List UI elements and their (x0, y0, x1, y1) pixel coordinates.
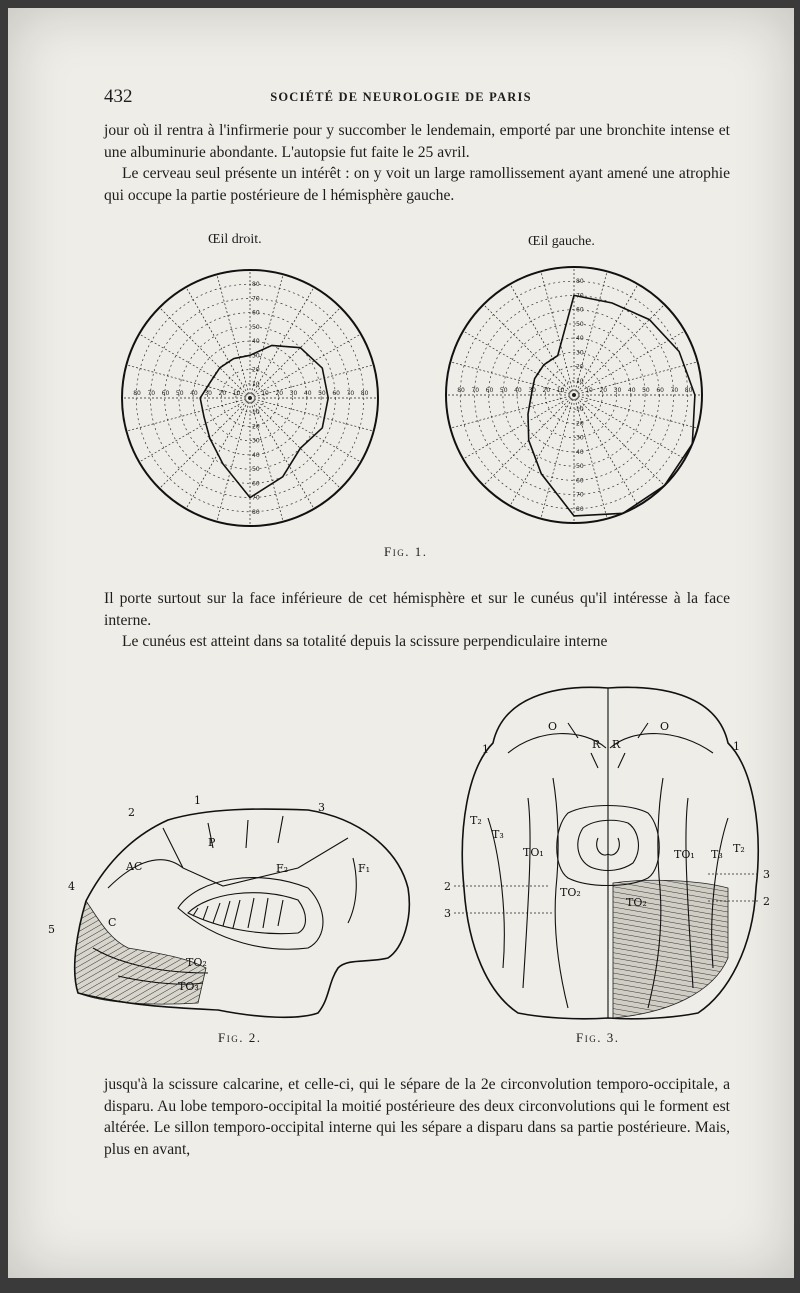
fig2-label-f2: F₂ (276, 862, 289, 875)
right-eye-tick: 20 (599, 387, 608, 394)
fig3-label-1-left: 1 (482, 743, 489, 756)
right-eye-tick: 40 (576, 448, 584, 456)
paragraph-3: jusqu'à la scissure calcarine, et celle-ci, qui le sépare de la 2e circonvolution temporo-occipitale, a disparu. Au lobe temporo-occipital la moitié postérieure des deux circonvolutions qui le forment est altérée. Le sillon temporo-occipital interne qui les sépare a disparu dans sa partie postérieure. Mais, plus en avant, (104, 1076, 730, 1158)
fig3-label-t3-right: T₃ (711, 848, 723, 861)
left-eye-tick: 80 (360, 390, 369, 397)
fig2-label-1: 1 (194, 794, 201, 807)
figure-3-caption: Fig. 3. (576, 1030, 620, 1045)
right-eye-tick: 70 (670, 387, 679, 394)
right-eye-tick: 30 (576, 349, 584, 357)
right-eye-tick: 10 (585, 387, 593, 394)
left-eye-tick: 50 (252, 323, 260, 331)
right-eye-tick: 10 (556, 387, 565, 394)
right-eye-tick: 80 (457, 387, 465, 394)
fig2-label-f1: F₁ (358, 862, 371, 875)
right-eye-tick: 80 (684, 387, 693, 394)
fig2-label-to3: TO₃ (178, 980, 199, 993)
fig3-label-2-left: 2 (444, 880, 451, 893)
paragraph-1a: jour où il rentra à l'infirmerie pour y succomber le lendemain, emporté par une bronchite intense et une albuminurie abondante. L'autopsie fut faite le 25 avril. (104, 122, 730, 161)
left-eye-tick: 40 (252, 338, 260, 346)
right-eye-tick: 40 (514, 387, 522, 394)
fig2-label-4: 4 (68, 880, 75, 893)
fig3-label-r-right: R (612, 738, 621, 751)
page-number: 432 (104, 86, 133, 107)
right-eye-tick: 10 (576, 377, 584, 385)
fig3-label-3-left: 3 (444, 907, 451, 920)
right-eye-tick: 60 (485, 387, 494, 394)
left-eye-tick: 10 (232, 390, 241, 397)
left-eye-tick: 80 (252, 508, 260, 516)
left-eye-tick: 40 (252, 451, 260, 459)
right-eye-tick: 70 (576, 491, 584, 499)
right-eye-tick: 10 (576, 406, 584, 414)
fig3-label-t2-left: T₂ (470, 814, 482, 827)
right-eye-tick: 70 (576, 292, 584, 300)
fig3-label-1-right: 1 (733, 740, 740, 753)
left-eye-tick: 60 (252, 309, 260, 317)
left-eye-tick: 60 (161, 390, 170, 397)
left-eye-tick: 80 (252, 281, 260, 289)
left-eye-tick: 10 (252, 380, 260, 388)
right-eye-tick: 60 (656, 387, 664, 394)
left-eye-tick: 80 (133, 390, 141, 397)
fig3-label-to1-right: TO₁ (674, 848, 695, 861)
paragraph-2b: Le cunéus est atteint dans sa totalité depuis la scissure perpendiculaire interne (122, 633, 608, 650)
left-eye-tick: 20 (218, 390, 227, 397)
right-eye-tick: 40 (627, 387, 636, 394)
left-eye-tick: 50 (252, 466, 260, 474)
fig2-label-ac: AC (126, 860, 143, 873)
fig3-label-to2-right: TO₂ (626, 896, 647, 909)
left-eye-tick: 70 (252, 494, 260, 502)
right-eye-tick: 70 (471, 387, 480, 394)
right-eye-tick: 60 (576, 306, 584, 314)
fig2-label-to2: TO₂ (186, 956, 207, 969)
left-eye-label: Œil droit. (208, 232, 262, 247)
fig3-label-to2-left: TO₂ (560, 886, 581, 899)
left-eye-tick: 20 (275, 390, 284, 397)
left-eye-tick: 30 (289, 390, 298, 397)
right-eye-tick: 50 (642, 387, 650, 394)
right-eye-tick: 30 (528, 387, 536, 394)
left-eye-tick: 30 (204, 390, 212, 397)
left-eye-tick: 50 (175, 390, 184, 397)
right-eye-tick: 80 (576, 278, 584, 286)
right-eye-tick: 50 (576, 463, 584, 471)
right-eye-label: Œil gauche. (528, 234, 595, 249)
left-eye-tick: 10 (252, 409, 260, 417)
fig3-label-o-left: O (548, 720, 558, 733)
paragraph-1b: Le cerveau seul présente un intérêt : on y voit un large ramollissement ayant amené une atrophie qui occupe la partie postérieure de l hémisphère gauche. (104, 165, 730, 204)
figure-2-drawing (48, 794, 409, 1017)
fig2-label-p: P (208, 836, 216, 849)
right-eye-tick: 80 (576, 505, 584, 513)
left-eye-tick: 70 (147, 390, 156, 397)
left-eye-tick: 50 (318, 390, 326, 397)
left-eye-tick: 60 (252, 480, 260, 488)
fig3-label-2-right: 2 (763, 895, 770, 908)
right-eye-tick: 20 (542, 387, 551, 394)
figure-3-drawing (444, 687, 770, 1018)
right-eye-tick: 40 (576, 335, 584, 343)
fig3-label-to1-left: TO₁ (523, 846, 544, 859)
left-eye-tick: 40 (303, 390, 312, 397)
fig2-label-c: C (108, 916, 117, 929)
right-eye-tick: 30 (576, 434, 584, 442)
fig3-label-r-left: R (592, 738, 601, 751)
fig3-label-o-right: O (660, 720, 670, 733)
right-eye-tick: 50 (576, 320, 584, 328)
left-eye-tick: 30 (252, 352, 260, 360)
left-eye-tick: 20 (252, 366, 260, 374)
left-eye-tick: 70 (346, 390, 355, 397)
left-eye-tick: 70 (252, 295, 260, 303)
book-page (8, 8, 794, 1278)
fig3-label-t2-right: T₂ (733, 842, 745, 855)
paragraph-2a: Il porte surtout sur la face inférieure de cet hémisphère et sur le cunéus qu'il intéresse à la face interne. (104, 590, 730, 629)
fig2-label-3: 3 (318, 801, 325, 814)
figure-2-caption: Fig. 2. (218, 1030, 262, 1045)
left-eye-tick: 20 (252, 423, 260, 431)
right-eye-tick: 20 (576, 363, 584, 371)
left-eye-tick: 10 (261, 390, 269, 397)
fig2-label-5: 5 (48, 923, 55, 936)
right-eye-tick: 30 (613, 387, 622, 394)
fig3-label-t3-left: T₃ (492, 828, 504, 841)
fig3-label-3-right: 3 (763, 868, 770, 881)
right-eye-tick: 60 (576, 477, 584, 485)
right-eye-tick: 20 (576, 420, 584, 428)
fig2-label-2: 2 (128, 806, 135, 819)
right-eye-tick: 50 (499, 387, 508, 394)
left-eye-tick: 40 (190, 390, 198, 397)
left-eye-tick: 60 (332, 390, 340, 397)
figure-1-caption: Fig. 1. (384, 544, 428, 559)
running-head: SOCIÉTÉ DE NEUROLOGIE DE PARIS (270, 90, 532, 104)
left-eye-tick: 30 (252, 437, 260, 445)
